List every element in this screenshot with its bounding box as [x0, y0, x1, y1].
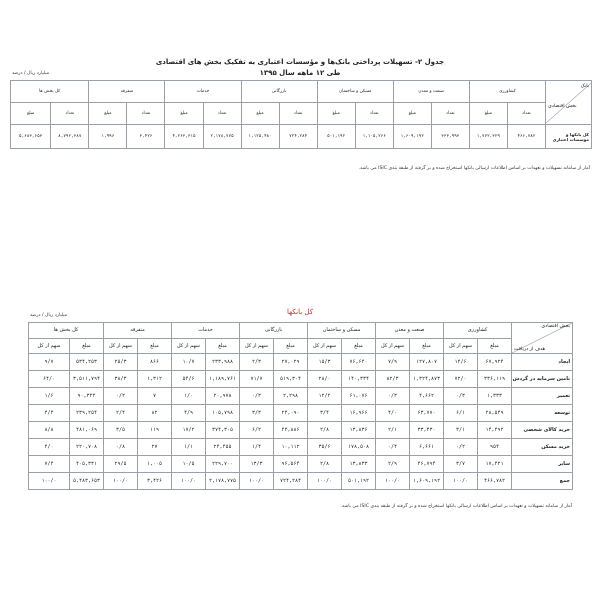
cell: ۵۳۴,۲۵۳ — [70, 354, 104, 371]
sector-header-total: کل بخش ها — [11, 81, 89, 103]
cell: ۱,۳۱۲ — [138, 371, 172, 388]
sub-header: مبلغ — [165, 103, 203, 125]
cell: ۱/۱ — [172, 439, 206, 456]
sector-header-commerce: بازرگانی — [240, 323, 308, 339]
footnote-1: آمار از سامانه تسهیلات و تعهدات بر اساس اطلاعات ارسالی بانکها استخراج شده و بر گرفته از طبقه بندی ISIC می باشد. — [358, 166, 590, 171]
cell: ۲۷ — [138, 439, 172, 456]
row-label: تعمیر — [512, 388, 573, 405]
cell: ۳۳۶,۱۱۹ — [478, 371, 512, 388]
cell: ۱۷/۲ — [172, 422, 206, 439]
cell: ۹/۷ — [29, 354, 70, 371]
sector-header-housing: مسکن و ساختمان — [317, 81, 393, 103]
table-row — [29, 388, 573, 405]
table-row — [29, 473, 573, 490]
cell: ۷۶,۶۴۰ — [342, 354, 376, 371]
sector-header-agriculture: کشاورزی — [469, 81, 545, 103]
cell: ۱۲/۲ — [308, 388, 342, 405]
sector-header-services: خدمات — [165, 81, 241, 103]
cell: ۱,۱۰۵,۲۶۶ — [355, 125, 393, 149]
cell: ۴/۹ — [172, 405, 206, 422]
sub-header: مبلغ — [70, 338, 104, 354]
cell: ۲/۳ — [240, 354, 274, 371]
purpose-table — [28, 322, 573, 490]
cell: ۲۲۹,۷۰۰ — [206, 456, 240, 473]
sub-header: مبلغ — [274, 338, 308, 354]
cell: ۲/۸ — [308, 456, 342, 473]
cell: ۷/۴ — [29, 456, 70, 473]
cell: ۳/۴ — [308, 405, 342, 422]
sector-header-services: خدمات — [172, 323, 240, 339]
row-label: سایر — [512, 456, 573, 473]
cell: ۸/۸ — [29, 422, 70, 439]
page-title: جدول ۲- تسهیلات پرداختی بانک‌ها و مؤسسات اعتباری به تفکیک بخش های اقتصادی — [155, 58, 445, 66]
table-row — [29, 456, 573, 473]
corner-header — [545, 81, 591, 125]
page-subtitle: طی ۱۲ ماهه سال ۱۳۹۵ — [259, 69, 341, 77]
cell: ۲۷,۰۲۹ — [274, 354, 308, 371]
cell: ۱۵/۳ — [308, 354, 342, 371]
cell: ۱۴,۴۹۲ — [478, 422, 512, 439]
cell: ۱,۶۰۹,۱۹۲ — [410, 473, 444, 490]
cell: ۱۳/۳ — [240, 456, 274, 473]
cell: ۱۱۹ — [138, 422, 172, 439]
cell: ۸۲/۳ — [376, 371, 410, 388]
cell: ۴۶۶,۷۸۲ — [507, 125, 545, 149]
cell: ۱۰۰/۰ — [104, 473, 138, 490]
cell: ۸۶۶ — [138, 354, 172, 371]
cell: ۲۹/۵ — [104, 456, 138, 473]
cell: ۲/۴ — [104, 405, 138, 422]
cell: ۷/۹ — [376, 354, 410, 371]
row-label: تامین سرمایه در گردش — [512, 371, 573, 388]
summary-table — [10, 80, 592, 149]
cell: ۶۴/۰ — [29, 371, 70, 388]
sub-header: مبلغ — [342, 338, 376, 354]
cell: ۵۱۹,۳۰۴ — [274, 371, 308, 388]
cell: ۱,۶۰۹,۱۹۲ — [393, 125, 431, 149]
sub-header: سهم از کل — [308, 338, 342, 354]
table-row — [29, 422, 573, 439]
cell: ۷۲/۰ — [444, 371, 478, 388]
sub-header: سهم از کل — [376, 338, 410, 354]
cell: ۷۱/۷ — [240, 371, 274, 388]
cell: ۳/۳ — [240, 405, 274, 422]
cell: ۹۶,۵۶۴ — [274, 456, 308, 473]
corner-bottom-label: بخش اقتصادی — [547, 103, 577, 109]
cell: ۱,۰۰۵ — [138, 456, 172, 473]
cell: ۲۲۰,۷۰۸ — [70, 439, 104, 456]
cell: ۷۲۴,۲۸۴ — [274, 473, 308, 490]
cell: ۷ — [138, 388, 172, 405]
cell: ۳۳,۴۳۰ — [410, 422, 444, 439]
sector-header-industry: صنعت و معدن — [376, 323, 444, 339]
sub-header: سهم از کل — [240, 338, 274, 354]
cell: ۲,۱۷۸,۷۷۵ — [206, 473, 240, 490]
sub-header: مبلغ — [89, 103, 127, 125]
sector-header-misc: متفرقه — [89, 81, 165, 103]
cell: ۰/۳ — [240, 388, 274, 405]
cell: ۰/۳ — [376, 388, 410, 405]
cell: ۶۷,۹۲۴ — [478, 354, 512, 371]
cell: ۲,۱۷۸,۷۷۵ — [203, 125, 241, 149]
cell: ۹۰,۳۴۴ — [70, 388, 104, 405]
cell: ۵۰۱,۱۹۲ — [317, 125, 355, 149]
cell: ۱۶,۹۶۶ — [342, 405, 376, 422]
cell: ۱,۹۹۶ — [89, 125, 127, 149]
sub-header: مبلغ — [138, 338, 172, 354]
cell: ۷۲۴,۲۸۴ — [279, 125, 317, 149]
sub-header: سهم از کل — [29, 338, 70, 354]
cell: ۱۰۰/۰ — [376, 473, 410, 490]
sector-header-commerce: بازرگانی — [241, 81, 317, 103]
purpose-table-body — [29, 354, 573, 490]
table-caption: کل بانکها — [286, 308, 314, 316]
sub-header: تعداد — [355, 103, 393, 125]
sub-header: مبلغ — [241, 103, 279, 125]
cell: ۱۰/۷ — [172, 354, 206, 371]
cell: ۲,۲۹۸ — [274, 388, 308, 405]
table-row — [29, 371, 573, 388]
cell: ۳۸/۳ — [104, 371, 138, 388]
cell: ۱/۰ — [172, 388, 206, 405]
cell: ۱۰۰/۰ — [29, 473, 70, 490]
cell: ۱۰۰/۰ — [444, 473, 478, 490]
cell: ۶۱,۰۷۶ — [342, 388, 376, 405]
cell: ۵,۶۸۳,۶۵۳ — [11, 125, 51, 149]
cell: ۹۵۴ — [478, 439, 512, 456]
cell: ۸,۷۹۲,۳۸۷ — [51, 125, 89, 149]
cell: ۴,۶۶۲ — [410, 388, 444, 405]
sub-header: مبلغ — [393, 103, 431, 125]
cell: ۲/۸ — [308, 422, 342, 439]
sub-header: مبلغ — [478, 338, 512, 354]
cell: ۲/۱ — [376, 422, 410, 439]
cell: ۴/۴ — [29, 405, 70, 422]
cell: ۳/۷ — [444, 456, 478, 473]
row-label: جمع — [512, 473, 573, 490]
cell: ۰/۳ — [444, 388, 478, 405]
cell: ۶/۱ — [444, 405, 478, 422]
corner-bottom-label: هدف از دریافت — [514, 347, 546, 352]
row-label: خرید مسکن — [512, 439, 573, 456]
cell: ۳/۵ — [104, 422, 138, 439]
cell: ۱,۱۲۵,۴۸۰ — [241, 125, 279, 149]
cell: ۱,۳۳۳ — [478, 388, 512, 405]
cell: ۱۰۰/۰ — [308, 473, 342, 490]
cell: ۳,۴۲۶ — [127, 125, 165, 149]
sub-header: مبلغ — [469, 103, 507, 125]
sub-header: مبلغ — [410, 338, 444, 354]
cell: ۱/۶ — [29, 388, 70, 405]
sector-header-misc: متفرقه — [104, 323, 172, 339]
cell: ۴۸۱,۰۶۹ — [70, 422, 104, 439]
sub-header: تعداد — [127, 103, 165, 125]
cell: ۳۵/۶ — [308, 439, 342, 456]
cell: ۱۰,۱۱۲ — [274, 439, 308, 456]
table-row — [29, 439, 573, 456]
cell: ۲۴,۰۹۰ — [274, 405, 308, 422]
cell: ۴۴,۸۸۶ — [274, 422, 308, 439]
cell: ۱۰/۵ — [172, 456, 206, 473]
cell: ۴/۰ — [29, 439, 70, 456]
sub-header: مبلغ — [317, 103, 355, 125]
cell: ۱۷,۴۲۱ — [478, 456, 512, 473]
cell: ۰/۲ — [444, 439, 478, 456]
sub-header: تعداد — [51, 103, 89, 125]
row-label: کل بانکها و موسسات اعتباری — [545, 125, 591, 149]
cell: ۶/۲ — [240, 422, 274, 439]
row-label: خرید کالای شخصی — [512, 422, 573, 439]
sub-header: تعداد — [279, 103, 317, 125]
cell: ۳/۱ — [444, 422, 478, 439]
cell: ۲۵/۳ — [104, 354, 138, 371]
sub-header: تعداد — [203, 103, 241, 125]
cell: ۱,۳۲۴,۸۷۳ — [410, 371, 444, 388]
cell: ۲/۹ — [376, 456, 410, 473]
cell: ۳,۴۲۶ — [138, 473, 172, 490]
cell: ۳۳۳,۹۹۳ — [431, 125, 469, 149]
table-row — [11, 125, 592, 149]
unit-label-bottom: میلیارد ریال / درصد — [30, 313, 68, 318]
sub-header: مبلغ — [11, 103, 51, 125]
cell: ۲۰,۹۷۸ — [206, 388, 240, 405]
cell: ۵۰۱,۱۹۲ — [342, 473, 376, 490]
sector-header-total: کل بخش ها — [29, 323, 104, 339]
cell: ۶,۶۶۱ — [410, 439, 444, 456]
unit-label-top: میلیارد ریال / درصد — [12, 71, 50, 76]
cell: ۳۷۴,۳۰۵ — [206, 422, 240, 439]
corner-top-label: بخش اقتصادی — [541, 324, 571, 329]
corner-header — [512, 323, 573, 354]
table-row — [29, 405, 573, 422]
cell: ۱۳,۸۳۶ — [342, 422, 376, 439]
cell: ۱۲۷,۸۰۷ — [410, 354, 444, 371]
cell: ۱,۱۸۹,۷۶۱ — [206, 371, 240, 388]
cell: ۱/۴ — [240, 439, 274, 456]
corner-top-label: بانک — [580, 83, 589, 89]
row-label: توسعه — [512, 405, 573, 422]
cell: ۴۰۵,۳۳۱ — [70, 456, 104, 473]
cell: ۵۴/۶ — [172, 371, 206, 388]
cell: ۳,۵۱۱,۷۹۴ — [70, 371, 104, 388]
cell: ۶۳,۷۷۰ — [410, 405, 444, 422]
cell: ۲۴,۴۵۵ — [206, 439, 240, 456]
cell: ۱,۷۷۲,۳۲۹ — [469, 125, 507, 149]
cell: ۴۶۶,۷۸۲ — [478, 473, 512, 490]
sub-header: تعداد — [431, 103, 469, 125]
cell: ۱۰۵,۷۹۸ — [206, 405, 240, 422]
sub-header: سهم از کل — [104, 338, 138, 354]
cell: ۱۴/۶ — [444, 354, 478, 371]
table-row — [29, 354, 573, 371]
row-label: ایجاد — [512, 354, 573, 371]
sub-header: مبلغ — [206, 338, 240, 354]
sector-header-agriculture: کشاورزی — [444, 323, 512, 339]
cell: ۰/۴ — [376, 439, 410, 456]
sector-header-industry: صنعت و معدن — [393, 81, 469, 103]
cell: ۱۰۰/۰ — [240, 473, 274, 490]
cell: ۸۲ — [138, 405, 172, 422]
cell: ۲۸,۵۴۹ — [478, 405, 512, 422]
cell: ۴/۰ — [376, 405, 410, 422]
cell: ۴۶,۷۹۴ — [410, 456, 444, 473]
sector-header-housing: مسکن و ساختمان — [308, 323, 376, 339]
cell: ۰/۲ — [104, 388, 138, 405]
cell: ۱۳,۸۳۳ — [342, 456, 376, 473]
cell: ۱۰۰/۰ — [172, 473, 206, 490]
cell: ۱۷۸,۵۰۸ — [342, 439, 376, 456]
sub-header: سهم از کل — [172, 338, 206, 354]
cell: ۰/۸ — [104, 439, 138, 456]
cell: ۲۳۳,۹۸۸ — [206, 354, 240, 371]
footnote-2: آمار از سامانه تسهیلات و تعهدات بر اساس اطلاعات ارسالی بانکها استخراج شده و بر گرفته از طبقه بندی ISIC می باشد. — [340, 504, 572, 509]
cell: ۱۴۰,۳۳۴ — [342, 371, 376, 388]
sub-header: سهم از کل — [444, 338, 478, 354]
cell: ۲۸/۰ — [308, 371, 342, 388]
cell: ۵,۴۸۳,۶۵۳ — [70, 473, 104, 490]
cell: ۴,۲۶۳,۳۱۵ — [165, 125, 203, 149]
sub-header: تعداد — [507, 103, 545, 125]
cell: ۲۳۹,۲۵۴ — [70, 405, 104, 422]
